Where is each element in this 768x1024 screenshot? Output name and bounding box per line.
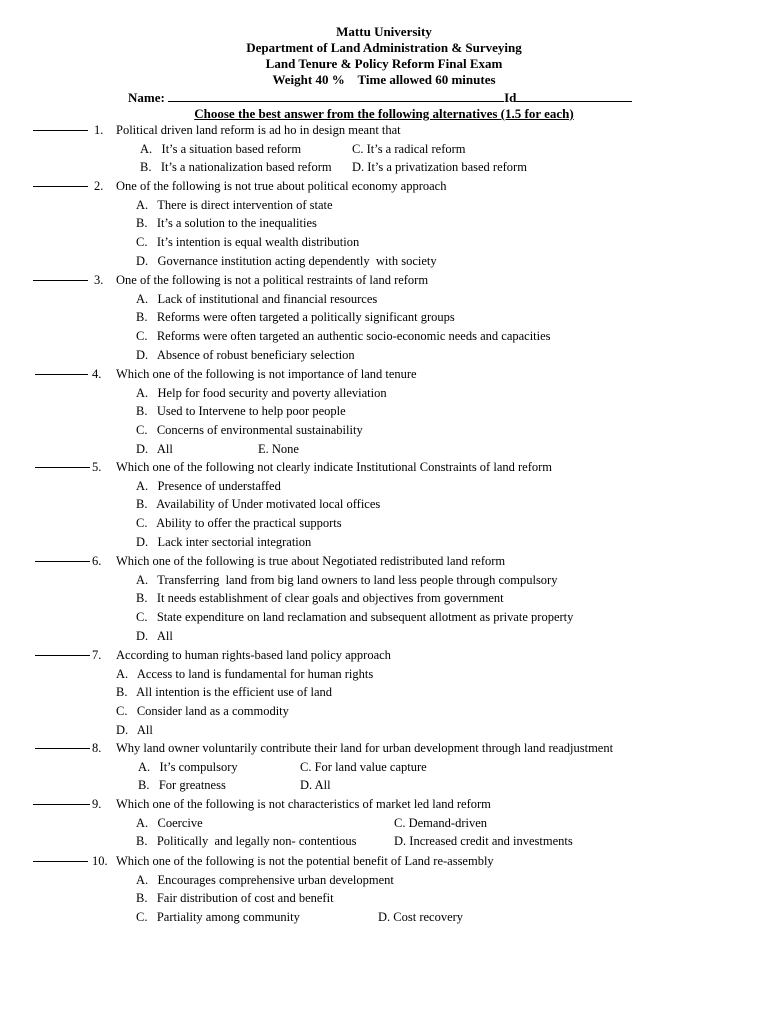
answer-option[interactable]: D. All xyxy=(116,722,153,737)
answer-option[interactable]: C. Partiality among community xyxy=(136,910,300,925)
answer-option[interactable]: A. It’s compulsory xyxy=(138,759,238,774)
question-number: 5. xyxy=(92,460,102,474)
answer-option[interactable]: E. None xyxy=(258,441,299,456)
answer-option[interactable]: B. Politically and legally non- contentious xyxy=(136,834,357,849)
answer-option[interactable]: A. Access to land is fundamental for human rights xyxy=(116,666,374,681)
question-number: 2. xyxy=(94,179,104,193)
question-number: 8. xyxy=(92,741,102,755)
question-text: Which one of the following is not characteristics of market led land reform xyxy=(116,797,491,811)
answer-option[interactable]: D. Cost recovery xyxy=(378,910,464,925)
answer-option[interactable]: A. Lack of institutional and financial resources xyxy=(136,291,378,306)
answer-option[interactable]: C. Ability to offer the practical supports xyxy=(136,516,342,531)
answer-option[interactable]: D. Absence of robust beneficiary selection xyxy=(136,347,355,362)
university-title: Mattu University xyxy=(336,24,432,39)
answer-option[interactable]: D. It’s a privatization based reform xyxy=(352,160,527,175)
question-text: Which one of the following is not the potential benefit of Land re-assembly xyxy=(116,854,494,868)
answer-blank[interactable] xyxy=(35,655,90,656)
answer-option[interactable]: A. Encourages comprehensive urban development xyxy=(136,872,394,887)
answer-option[interactable]: B. Used to Intervene to help poor people xyxy=(136,404,346,419)
question-number: 3. xyxy=(94,273,104,287)
answer-option[interactable]: B. It’s a nationalization based reform xyxy=(140,160,332,175)
answer-blank[interactable] xyxy=(35,748,90,749)
answer-option[interactable]: C. Consider land as a commodity xyxy=(116,704,289,719)
answer-option[interactable]: B. Reforms were often targeted a politically significant groups xyxy=(136,310,455,325)
name-label: Name: xyxy=(128,90,165,105)
answer-option[interactable]: B. For greatness xyxy=(138,778,226,793)
answer-option[interactable]: B. Availability of Under motivated local offices xyxy=(136,497,381,512)
answer-option[interactable]: A. Coercive xyxy=(136,815,203,830)
question-text: Which one of the following is not importance of land tenure xyxy=(116,367,417,381)
answer-blank[interactable] xyxy=(35,467,90,468)
answer-option[interactable]: A. It’s a situation based reform xyxy=(140,141,302,156)
answer-blank[interactable] xyxy=(33,861,88,862)
answer-option[interactable]: C. Demand-driven xyxy=(394,815,488,830)
answer-option[interactable]: D. All xyxy=(300,778,331,793)
answer-option[interactable]: A. Presence of understaffed xyxy=(136,478,281,493)
question-number: 7. xyxy=(92,648,102,662)
id-blank[interactable] xyxy=(516,89,632,102)
answer-option[interactable]: C. Concerns of environmental sustainability xyxy=(136,423,363,438)
answer-blank[interactable] xyxy=(33,186,88,187)
answer-option[interactable]: B. It’s a solution to the inequalities xyxy=(136,216,317,231)
answer-option[interactable]: B. All intention is the efficient use of land xyxy=(116,685,333,700)
answer-option[interactable]: C. It’s intention is equal wealth distribution xyxy=(136,235,360,250)
exam-title: Land Tenure & Policy Reform Final Exam xyxy=(265,56,503,71)
name-id-row xyxy=(128,89,632,106)
question-number: 6. xyxy=(92,554,102,568)
department-title: Department of Land Administration & Surveying xyxy=(246,40,522,55)
question-text: According to human rights-based land policy approach xyxy=(116,648,391,662)
answer-option[interactable]: C. Reforms were often targeted an authentic socio-economic needs and capacities xyxy=(136,329,551,344)
answer-option[interactable]: C. For land value capture xyxy=(300,759,427,774)
answer-blank[interactable] xyxy=(33,130,88,131)
question-text: Why land owner voluntarily contribute their land for urban development through land readjustment xyxy=(116,741,614,755)
answer-option[interactable]: A. Help for food security and poverty alleviation xyxy=(136,385,387,400)
question-text: One of the following is not true about political economy approach xyxy=(116,179,447,193)
answer-blank[interactable] xyxy=(33,804,90,805)
id-label: Id xyxy=(504,90,517,105)
answer-option[interactable]: D. Increased credit and investments xyxy=(394,834,573,849)
question-text: Which one of the following not clearly indicate Institutional Constraints of land reform xyxy=(116,460,552,474)
name-blank[interactable] xyxy=(168,89,504,102)
question-number: 10. xyxy=(92,854,108,868)
answer-option[interactable]: D. Governance institution acting dependently with society xyxy=(136,253,437,268)
answer-option[interactable]: D. Lack inter sectorial integration xyxy=(136,534,312,549)
answer-blank[interactable] xyxy=(35,561,90,562)
answer-option[interactable]: B. Fair distribution of cost and benefit xyxy=(136,891,334,906)
answer-option[interactable]: A. There is direct intervention of state xyxy=(136,197,333,212)
question-number: 4. xyxy=(92,367,102,381)
answer-option[interactable]: A. Transferring land from big land owners to land less people through compulsory xyxy=(136,572,558,587)
answer-blank[interactable] xyxy=(33,280,88,281)
weight-time: Weight 40 % Time allowed 60 minutes xyxy=(272,72,496,87)
answer-option[interactable]: D. All xyxy=(136,441,173,456)
answer-option[interactable]: B. It needs establishment of clear goals and objectives from government xyxy=(136,591,504,606)
answer-option[interactable]: C. State expenditure on land reclamation and subsequent allotment as private property xyxy=(136,610,574,625)
answer-option[interactable]: C. It’s a radical reform xyxy=(352,141,466,156)
question-text: One of the following is not a political restraints of land reform xyxy=(116,273,429,287)
question-number: 9. xyxy=(92,797,102,811)
question-number: 1. xyxy=(94,123,104,137)
answer-option[interactable]: D. All xyxy=(136,628,173,643)
question-text: Which one of the following is true about Negotiated redistributed land reform xyxy=(116,554,506,568)
instruction: Choose the best answer from the following alternatives (1.5 for each) xyxy=(194,106,574,121)
answer-blank[interactable] xyxy=(35,374,88,375)
question-text: Political driven land reform is ad ho in design meant that xyxy=(116,123,401,137)
